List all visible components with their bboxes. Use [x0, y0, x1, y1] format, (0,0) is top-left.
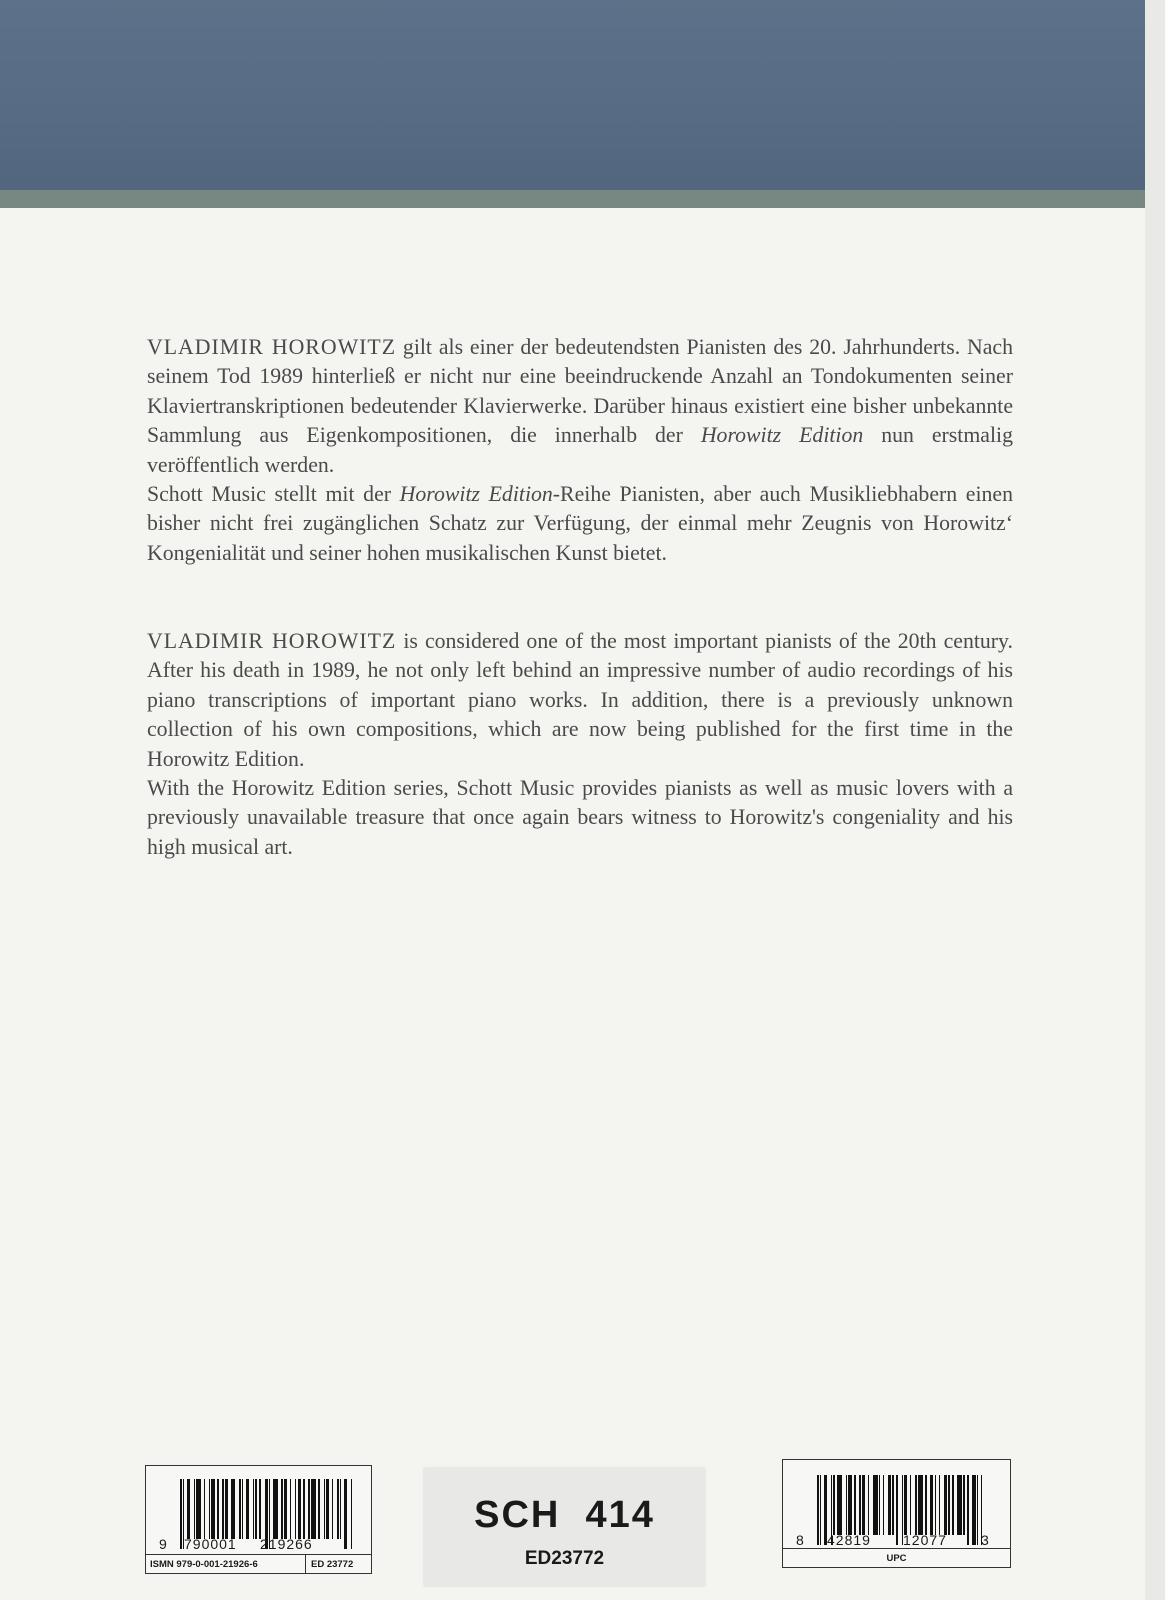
page-edge [1145, 0, 1165, 1600]
barcode-bar [904, 1475, 907, 1535]
barcode-bar [222, 1479, 224, 1539]
barcode-bar [303, 1479, 305, 1539]
barcode-bar [211, 1479, 214, 1539]
upc-lead-digit: 8 [796, 1532, 805, 1548]
barcode-bar [833, 1475, 835, 1535]
barcode-bar [253, 1479, 255, 1539]
barcode-bar [883, 1475, 885, 1535]
barcode-bar [332, 1479, 334, 1539]
german-text-1-end: nun erstmalig veröffentlich werden. [147, 423, 1013, 477]
composer-name-de: VLADIMIR HOROWITZ [147, 335, 397, 359]
upc-barcode-label [782, 1459, 1011, 1568]
barcode-bar [892, 1475, 894, 1535]
upc-right-digits: 12077 [903, 1532, 947, 1548]
barcode-bar [344, 1479, 347, 1549]
ismn-lead-digit: 9 [159, 1536, 168, 1552]
german-paragraph-2 [147, 480, 1013, 568]
ismn-number: ISMN 979-0-001-21926-6 [146, 1555, 306, 1573]
barcode-bar [308, 1479, 310, 1539]
sticker-ed: ED23772 [524, 1548, 605, 1569]
barcode-bar [290, 1479, 292, 1539]
barcode-bar [862, 1475, 865, 1535]
composer-name-en: VLADIMIR HOROWITZ [147, 629, 397, 653]
barcode-bar [187, 1479, 190, 1539]
barcode-bar [977, 1475, 979, 1545]
english-text-1: is considered one of the most important pianists of the 20th century. After his death in 1989, he not only left behind an impressive number of audio recordings of his piano transcriptions of important piano works. In addition, there is a previously unknown collection of his own compositions, which are now being published for the first time in the Horowitz Edition. [147, 629, 1013, 771]
barcode-bar [848, 1475, 851, 1535]
barcode-bar [837, 1475, 842, 1535]
barcode-bar [879, 1475, 881, 1535]
ismn-left-digits: 790001 [184, 1536, 237, 1552]
barcode-bar [939, 1475, 941, 1535]
german-text-2-end: -Reihe Pianisten, aber auch Musikliebhabern einen bisher nicht frei zugänglichen Schatz zur Verfügung, der einmal mehr Zeugnis von Horowitz‘ Kongenialität und seiner hohen musikalischen Kunst bietet. [147, 482, 1013, 565]
barcode-bar [910, 1475, 912, 1535]
barcode-bar [935, 1475, 937, 1535]
barcode-bar [273, 1479, 278, 1539]
english-paragraph-2: With the Horowitz Edition series, Schott Music provides pianists as well as music lovers with a previously unavailable treasure that once again bears witness to Horowitz's congeniality and his high musical art. [147, 776, 1013, 859]
upc-label: UPC [886, 1552, 907, 1564]
barcode-bar [259, 1479, 261, 1539]
barcode-bar [231, 1479, 236, 1539]
ismn-right-digits: 219266 [260, 1536, 313, 1552]
barcode-bar [225, 1479, 228, 1539]
barcode-bar [180, 1479, 182, 1549]
barcode-bar [239, 1479, 241, 1539]
ismn-barcode [180, 1479, 353, 1541]
top-band-stripe [0, 190, 1165, 208]
barcode-bar [194, 1479, 196, 1539]
barcode-bar [873, 1475, 878, 1535]
barcode-bar [952, 1475, 954, 1535]
english-description [147, 627, 1013, 862]
barcode-bar [311, 1479, 316, 1539]
barcode-bar [868, 1475, 870, 1535]
barcode-bar [820, 1475, 822, 1545]
barcode-bar [204, 1479, 206, 1539]
german-edition-title-1: Horowitz Edition [700, 423, 864, 448]
upc-end-digit: 3 [981, 1532, 990, 1548]
barcode-bar [196, 1479, 201, 1539]
barcode-bar [854, 1475, 856, 1535]
barcode-bar [298, 1479, 301, 1539]
sticker-code: SCH 414 [474, 1494, 655, 1536]
barcode-bar [242, 1479, 244, 1539]
barcode-bar [217, 1479, 219, 1539]
barcode-bar [944, 1475, 947, 1535]
barcode-bar [963, 1475, 965, 1535]
barcode-bar [817, 1475, 819, 1545]
barcode-bar [888, 1475, 891, 1535]
barcode-bar [340, 1479, 342, 1539]
barcode-bar [246, 1479, 249, 1539]
barcode-bar [337, 1479, 339, 1539]
barcode-bar [326, 1479, 329, 1539]
german-edition-title-2: Horowitz Edition [399, 482, 553, 507]
price-sticker [424, 1468, 705, 1586]
ismn-footer [146, 1554, 371, 1573]
barcode-bar [918, 1475, 923, 1535]
barcode-bar [846, 1475, 848, 1535]
barcode-bar [957, 1475, 962, 1535]
barcode-bar [255, 1479, 257, 1539]
english-paragraph-1 [147, 627, 1013, 774]
upc-footer [783, 1548, 1010, 1567]
german-text-2: Schott Music stellt mit der [147, 482, 400, 507]
upc-left-digits: 42819 [827, 1532, 871, 1548]
top-color-band [0, 0, 1165, 197]
barcode-bar [925, 1475, 927, 1535]
barcode-bar [967, 1475, 969, 1545]
ismn-ed-number: ED 23772 [311, 1558, 354, 1570]
barcode-bar [281, 1479, 283, 1539]
barcode-bar [948, 1475, 950, 1535]
barcode-bar [859, 1475, 861, 1535]
upc-barcode [817, 1475, 986, 1537]
barcode-bar [318, 1479, 320, 1539]
german-text-1: gilt als einer der bedeutendsten Pianisten des 20. Jahrhunderts. Nach seinem Tod 1989 hinterließ er nicht nur eine beeindruckende Anzahl an Tondokumenten seiner Klaviertranskriptionen bedeutender Klavierwerke. Darüber hinaus existiert eine bisher unbekannte Sammlung aus Eigenkompositionen, die innerhalb der [147, 335, 1013, 448]
barcode-bar [324, 1479, 326, 1539]
german-paragraph-1 [147, 333, 1013, 480]
barcode-bar [896, 1475, 898, 1545]
barcode-bar [915, 1475, 917, 1535]
barcode-bar [351, 1479, 353, 1549]
barcode-bar [972, 1475, 975, 1545]
barcode-bar [930, 1475, 933, 1535]
barcode-bar [209, 1479, 211, 1539]
ismn-barcode-label [145, 1465, 372, 1574]
german-description [147, 333, 1013, 568]
barcode-bar [295, 1479, 297, 1539]
barcode-bar [284, 1479, 287, 1539]
